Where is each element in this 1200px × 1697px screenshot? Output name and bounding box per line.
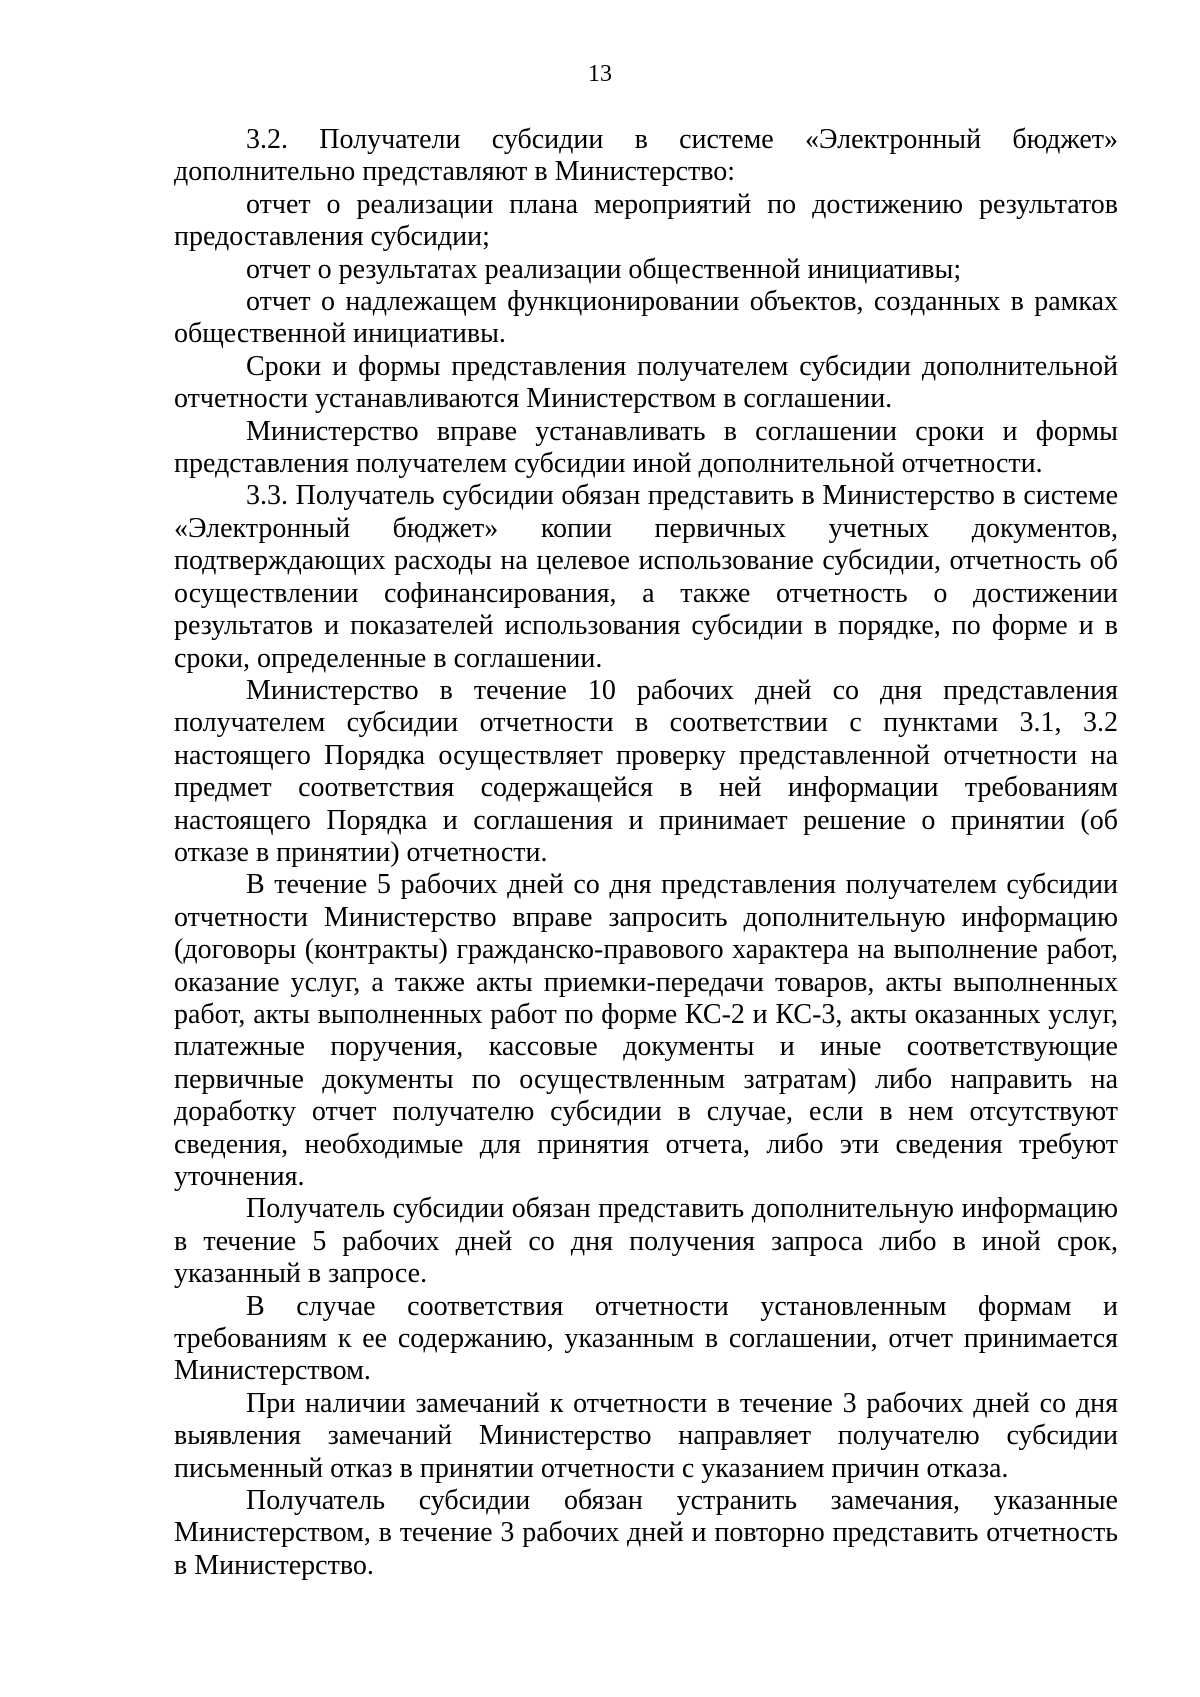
paragraph-recipient-obligation: Получатель субсидии обязан представить дополнительную информацию в течение 5 рабочих дней со дня получения запроса либо в иной срок, указанный в запросе. — [174, 1193, 1118, 1290]
paragraph-additional-info-request: В течение 5 рабочих дней со дня представления получателем субсидии отчетности Министерство вправе запросить дополнительную информацию (договоры (контракты) гражданско-правового характера на выполнение работ, оказание услуг, а также акты приемки-передачи товаров, акты выполненных работ, акты выполненных работ по форме КС-2 и КС-3, акты оказанных услуг, платежные поручения, кассовые документы и иные соответствующие первичные документы по осуществленным затратам) либо направить на доработку отчет получателю субсидии в случае, если в нем отсутствуют сведения, необходимые для принятия отчета, либо эти сведения требуют уточнения. — [174, 869, 1118, 1192]
paragraph-report-acceptance: В случае соответствия отчетности установленным формам и требованиям к ее содержанию, указанным в соглашении, отчет принимается Министерством. — [174, 1290, 1118, 1387]
paragraph-ministry-review: Министерство в течение 10 рабочих дней со дня представления получателем субсидии отчетности в соответствии с пунктами 3.1, 3.2 настоящего Порядка осуществляет проверку представленной отчетности на предмет соответствия содержащейся в ней информации требованиям настоящего Порядка и соглашения и принимает решение о принятии (об отказе в принятии) отчетности. — [174, 674, 1118, 868]
paragraph-3-2-intro: 3.2. Получатели субсидии в системе «Электронный бюджет» дополнительно представляют в Министерство: — [174, 124, 1118, 188]
paragraph-report-action-plan: отчет о реализации плана мероприятий по достижению результатов предоставления субсидии; — [174, 188, 1118, 253]
paragraph-report-initiative-results: отчет о результатах реализации общественной инициативы; — [246, 253, 962, 285]
page-number: 13 — [588, 61, 612, 87]
paragraph-reporting-deadlines: Сроки и формы представления получателем субсидии дополнительной отчетности устанавливаются Министерством в соглашении. — [174, 350, 1118, 415]
paragraph-additional-reporting: Министерство вправе устанавливать в соглашении сроки и формы представления получателем субсидии иной дополнительной отчетности. — [174, 415, 1118, 480]
paragraph-remarks-correction: Получатель субсидии обязан устранить замечания, указанные Министерством, в течение 3 рабочих дней и повторно представить отчетность в Министерство. — [174, 1485, 1118, 1581]
paragraph-remarks-refusal: При наличии замечаний к отчетности в течение 3 рабочих дней со дня выявления замечаний Министерство направляет получателю субсидии письменный отказ в принятии отчетности с указанием причин отказа. — [174, 1387, 1118, 1484]
paragraph-report-objects-functioning: отчет о надлежащем функционировании объектов, созданных в рамках общественной инициативы. — [174, 286, 1118, 350]
document-body — [174, 124, 1118, 1582]
paragraph-3-3: 3.3. Получатель субсидии обязан представить в Министерство в системе «Электронный бюджет» копии первичных учетных документов, подтверждающих расходы на целевое использование субсидии, отчетность об осуществлении софинансирования, а также отчетность о достижении результатов и показателей использования субсидии в порядке, по форме и в сроки, определенные в соглашении. — [174, 480, 1118, 674]
